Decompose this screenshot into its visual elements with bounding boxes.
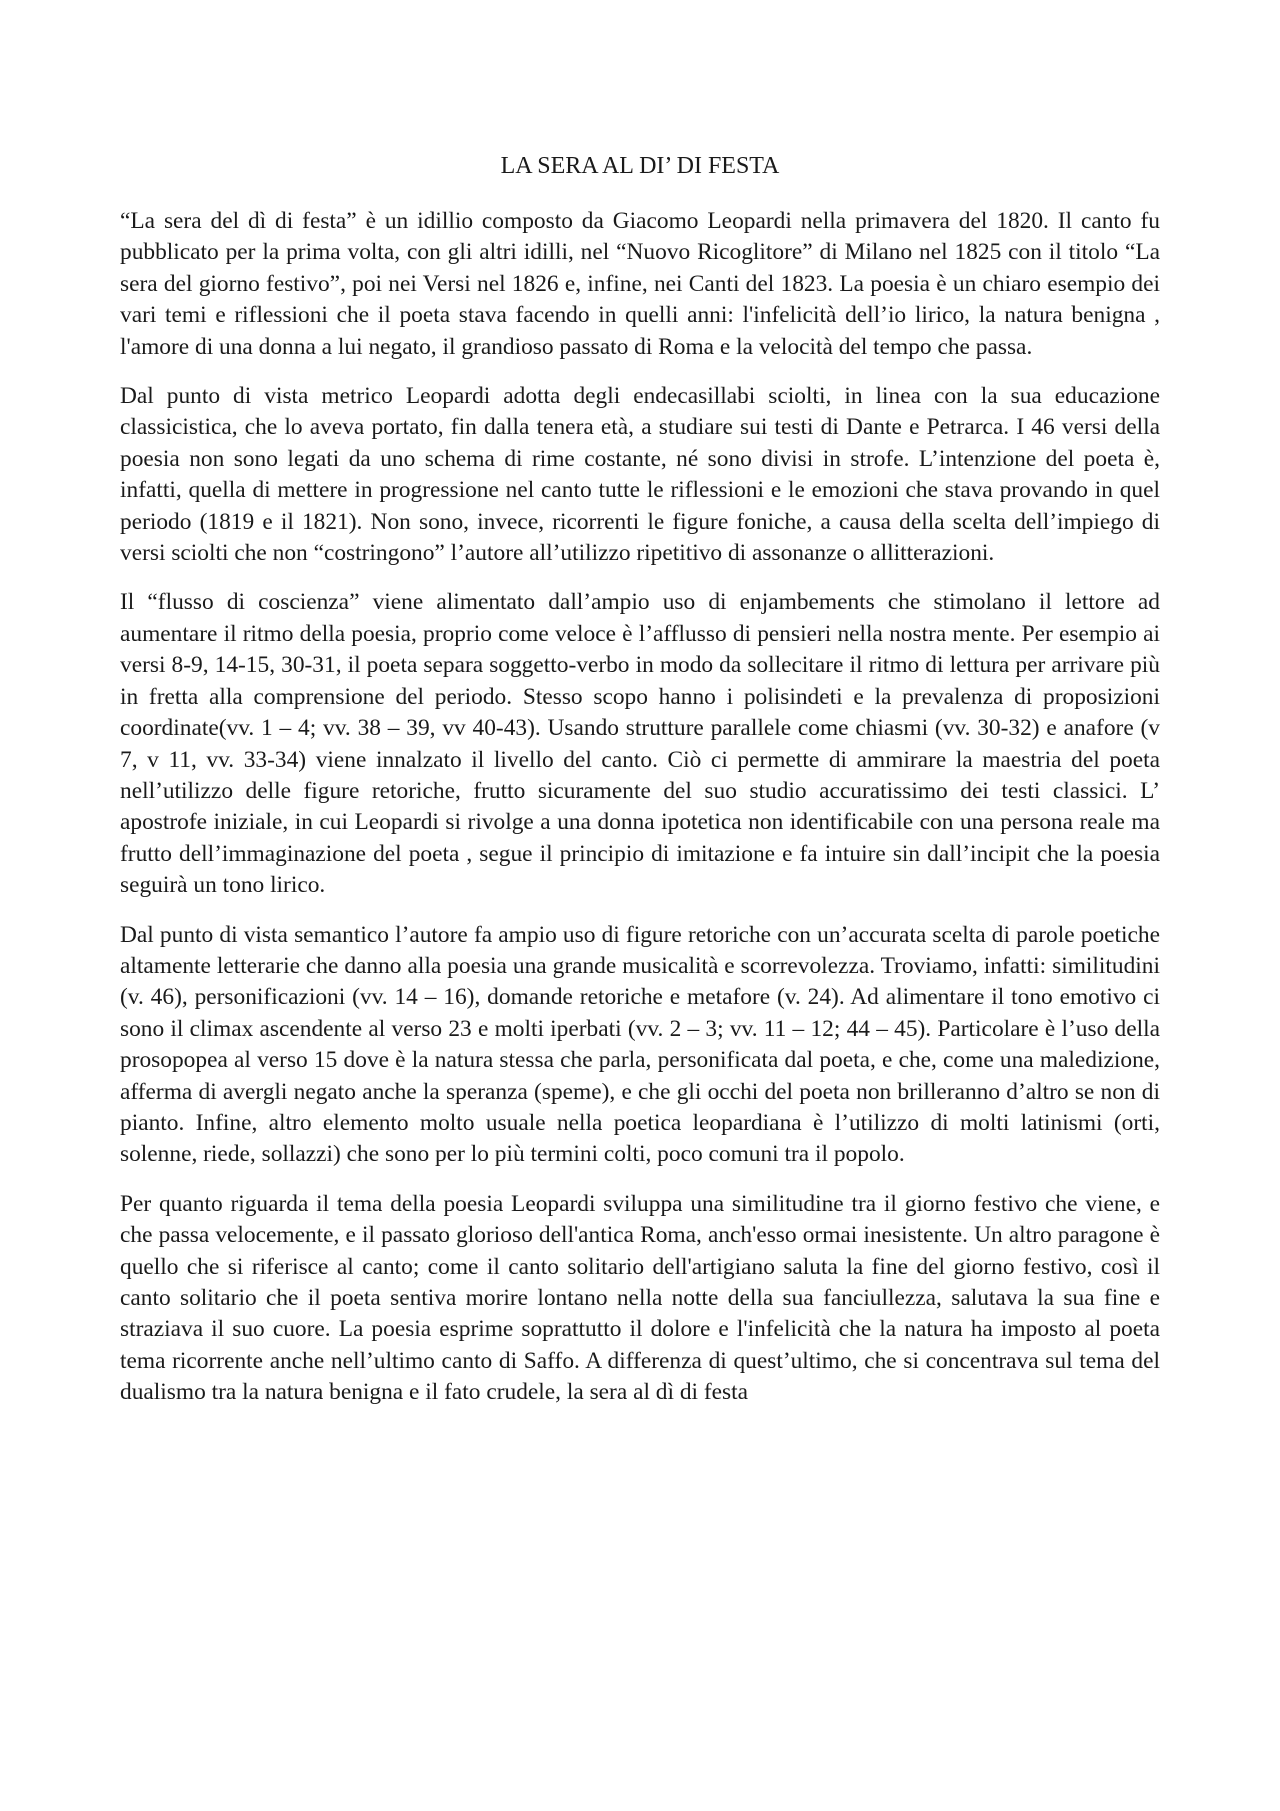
paragraph-stream-of-consciousness: Il “flusso di coscienza” viene alimentato dall’ampio uso di enjambements che stimolano il lettore ad aumentare il ritmo della poesia, proprio come veloce è l’afflusso di pensieri nella nostra mente. Per esempio ai versi 8-9, 14-15, 30-31, il poeta separa soggetto-verbo in modo da sollecitare il ritmo di lettura per arrivare più in fretta alla comprensione del periodo. Stesso scopo hanno i polisindeti e la prevalenza di proposizioni coordinate(vv. 1 – 4; vv. 38 – 39, vv 40-43). Usando strutture parallele come chiasmi (vv. 30-32) e anafore (v 7, v 11, vv. 33-34) viene innalzato il livello del canto. Ciò ci permette di ammirare la maestria del poeta nell’utilizzo delle figure retoriche, frutto sicuramente del suo studio accuratissimo dei testi classici. L’ apostrofe iniziale, in cui Leopardi si rivolge a una donna ipotetica non identificabile con una persona reale ma frutto dell’immaginazione del poeta , segue il principio di imitazione e fa intuire sin dall’incipit che la poesia seguirà un tono lirico. [120,589,1160,899]
document-body [120,206,1160,1427]
document-title: LA SERA AL DI’ DI FESTA [500,153,780,179]
paragraph-metrics: Dal punto di vista metrico Leopardi adotta degli endecasillabi sciolti, in linea con la sua educazione classicistica, che lo aveva portato, fin dalla tenera età, a studiare sui testi di Dante e Petrarca. I 46 versi della poesia non sono legati da uno schema di rime costante, né sono divisi in strofe. L’intenzione del poeta è, infatti, quella di mettere in progressione nel canto tutte le riflessioni e le emozioni che stava provando in quel periodo (1819 e il 1821). Non sono, invece, ricorrenti le figure foniche, a causa della scelta dell’impiego di versi sciolti che non “costringono” l’autore all’utilizzo ripetitivo di assonanze o allitterazioni. [120,383,1160,567]
paragraph-theme: Per quanto riguarda il tema della poesia Leopardi sviluppa una similitudine tra il giorno festivo che viene, e che passa velocemente, e il passato glorioso dell'antica Roma, anch'esso ormai inesistente. Un altro paragone è quello che si riferisce al canto; come il canto solitario dell'artigiano saluta la fine del giorno festivo, così il canto solitario che il poeta sentiva morire lontano nella notte della sua fanciullezza, salutava la sua fine e straziava il suo cuore. La poesia esprime soprattutto il dolore e l'infelicità che la natura ha imposto al poeta tema ricorrente anche nell’ultimo canto di Saffo. A differenza di quest’ultimo, che si concentrava sul tema del dualismo tra la natura benigna e il fato crudele, la sera al dì di festa [120,1190,1160,1406]
paragraph-semantics: Dal punto di vista semantico l’autore fa ampio uso di figure retoriche con un’accurata scelta di parole poetiche altamente letterarie che danno alla poesia una grande musicalità e scorrevolezza. Troviamo, infatti: similitudini (v. 46), personificazioni (vv. 14 – 16), domande retoriche e metafore (v. 24). Ad alimentare il tono emotivo ci sono il climax ascendente al verso 23 e molti iperbati (vv. 2 – 3; vv. 11 – 12; 44 – 45). Particolare è l’uso della prosopopea al verso 15 dove è la natura stessa che parla, personificata dal poeta, e che, come una maledizione, afferma di avergli negato anche la speranza (speme), e che gli occhi del poeta non brilleranno d’altro se non di pianto. Infine, altro elemento molto usuale nella poetica leopardiana è l’utilizzo di molti latinismi (orti, solenne, riede, sollazzi) che sono per lo più termini colti, poco comuni tra il popolo. [120,921,1160,1168]
paragraph-introduction: “La sera del dì di festa” è un idillio composto da Giacomo Leopardi nella primavera del 1820. Il canto fu pubblicato per la prima volta, con gli altri idilli, nel “Nuovo Ricoglitore” di Milano nel 1825 con il titolo “La sera del giorno festivo”, poi nei Versi nel 1826 e, infine, nei Canti del 1823. La poesia è un chiaro esempio dei vari temi e riflessioni che il poeta stava facendo in quelli anni: l'infelicità dell’io lirico, la natura benigna , l'amore di una donna a lui negato, il grandioso passato di Roma e la velocità del tempo che passa. [120,208,1160,360]
